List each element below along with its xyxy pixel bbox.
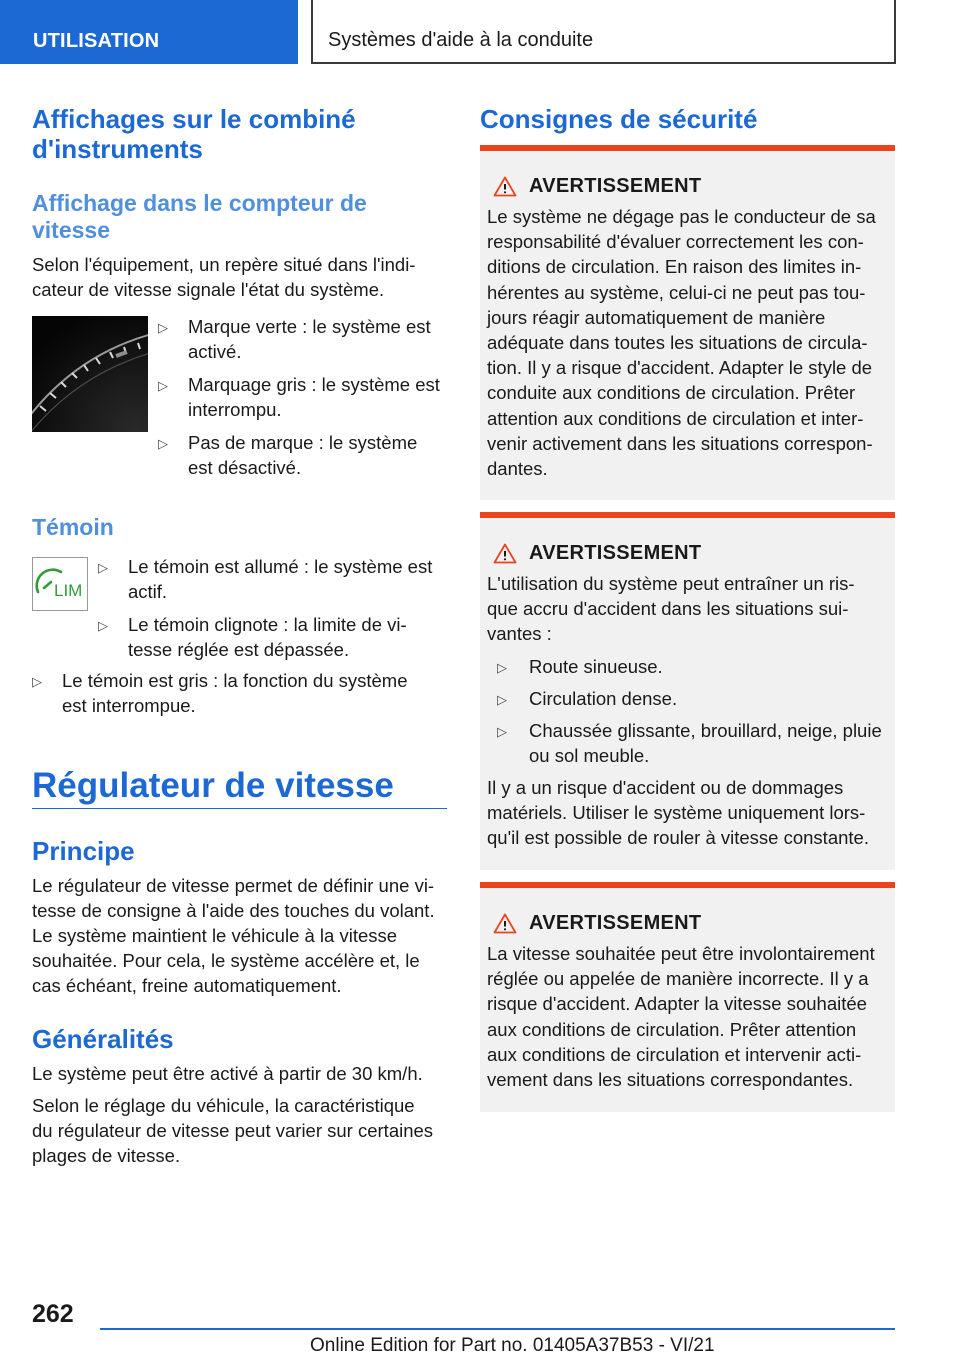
speed-limiter-icon (32, 557, 88, 611)
edition-note: Online Edition for Part no. 01405A37B53 - VI/21 (310, 1335, 715, 1356)
section-tab (0, 0, 298, 64)
chapter-title: Systèmes d'aide à la conduite (328, 29, 594, 51)
heading-consignes: Consignes de sécurité (480, 104, 758, 134)
section-rule (32, 808, 447, 809)
list-item: ▷ Le témoin est gris : la fonction du système est interrompue. (32, 670, 408, 716)
warning-label: AVERTISSEMENT (529, 912, 702, 934)
list-item: ▷ Circulation dense. (487, 686, 887, 711)
triangle-right-outline-icon: ▷ (158, 320, 168, 335)
list-item: ▷ Le témoin est allumé : le système est actif. (98, 556, 433, 602)
list-item: ▷ Pas de marque : le système est désactivé. (158, 432, 418, 478)
warning-box (480, 145, 895, 500)
heading-temoin: Témoin (32, 514, 114, 540)
triangle-right-outline-icon: ▷ (497, 691, 507, 707)
page-number: 262 (32, 1300, 74, 1328)
warning-triangle-icon (493, 176, 517, 197)
warning-box (480, 882, 895, 1112)
triangle-right-outline-icon: ▷ (158, 436, 168, 451)
warning-header (493, 175, 887, 198)
triangle-right-outline-icon: ▷ (32, 674, 42, 689)
warning-text: L'utilisation du système peut entraîner un ris- que accru d'accident dans les situations sui- vantes : (487, 573, 855, 645)
marks-list (148, 314, 452, 480)
generalites-paragraph-2: Selon le réglage du véhicule, la caractéristique du régulateur de vitesse peut varier sur certaines plages de vitesse. (32, 1095, 434, 1166)
warning-header (493, 542, 887, 565)
heading-compteur: Affichage dans le compteur de vitesse (32, 190, 367, 243)
heading-generalites: Généralités (32, 1024, 174, 1054)
list-item: ▷ Le témoin clignote : la limite de vi- tesse réglée est dépassée. (98, 614, 407, 660)
triangle-right-outline-icon: ▷ (98, 560, 108, 575)
triangle-right-outline-icon: ▷ (497, 659, 507, 675)
triangle-right-outline-icon: ▷ (497, 723, 507, 739)
limiter-label: LIM (54, 581, 83, 600)
warning-text: Le système ne dégage pas le conducteur de sa responsabilité d'évaluer correctement les con- ditions de circulation. En raison des limites in- hérentes au système, celui-ci ne peut pas tou- jours réagir automatiquement de manière adéquate dans toutes les situations de circula- tion. Il y a risque d'accident. Adapter le style de conduite aux conditions de circulation. Prêter attention aux conditions de circulation et inter- venir activement dans les situations correspon- dantes. (487, 206, 876, 480)
triangle-right-outline-icon: ▷ (98, 618, 108, 633)
warning-label: AVERTISSEMENT (529, 175, 702, 197)
warning-text: Il y a un risque d'accident ou de dommages matériels. Utiliser le système uniquement lors- qu'il est possible de rouler à vitesse constante. (487, 776, 869, 849)
warning-triangle-icon (493, 543, 517, 564)
generalites-paragraph-1: Le système peut être activé à partir de 30 km/h. (32, 1063, 423, 1084)
chapter-header (311, 0, 896, 64)
section-title: UTILISATION (33, 30, 160, 52)
heading-regulateur: Régulateur de vitesse (32, 766, 394, 805)
warning-header (493, 912, 887, 935)
list-item: ▷ Marque verte : le système est activé. (158, 316, 431, 362)
list-item: ▷ Chaussée glissante, brouillard, neige, pluie ou sol meuble. (497, 719, 882, 766)
speedometer-image (32, 316, 148, 432)
temoin-grey-item (22, 668, 452, 718)
warning-list (487, 654, 887, 768)
triangle-right-outline-icon: ▷ (158, 378, 168, 393)
warning-text: La vitesse souhaitée peut être involontairement réglée ou appelée de manière incorrecte. Il y a risque d'accident. Adapter la vitesse souhaitée aux conditions de circulation. Prêter attention aux conditions de circulation et intervenir acti- vement dans les situations correspondantes. (487, 943, 875, 1091)
warning-label: AVERTISSEMENT (529, 542, 702, 564)
warning-triangle-icon (493, 913, 517, 934)
warning-box (480, 512, 895, 870)
footer-rule (100, 1328, 895, 1330)
temoin-list (88, 554, 452, 662)
heading-principe: Principe (32, 836, 135, 866)
list-item: ▷ Marquage gris : le système est interrompu. (158, 374, 440, 420)
principe-paragraph: Le régulateur de vitesse permet de définir une vi- tesse de consigne à l'aide des touches du volant. Le système maintient le véhicule à la vitesse souhaitée. Pour cela, le système accélère et, le cas échéant, freine automatiquement. (32, 875, 435, 996)
list-item: ▷ Route sinueuse. (487, 654, 887, 679)
heading-affichages: Affichages sur le combiné d'instruments (32, 104, 356, 164)
intro-paragraph: Selon l'équipement, un repère situé dans l'indi- cateur de vitesse signale l'état du système. (32, 254, 416, 300)
